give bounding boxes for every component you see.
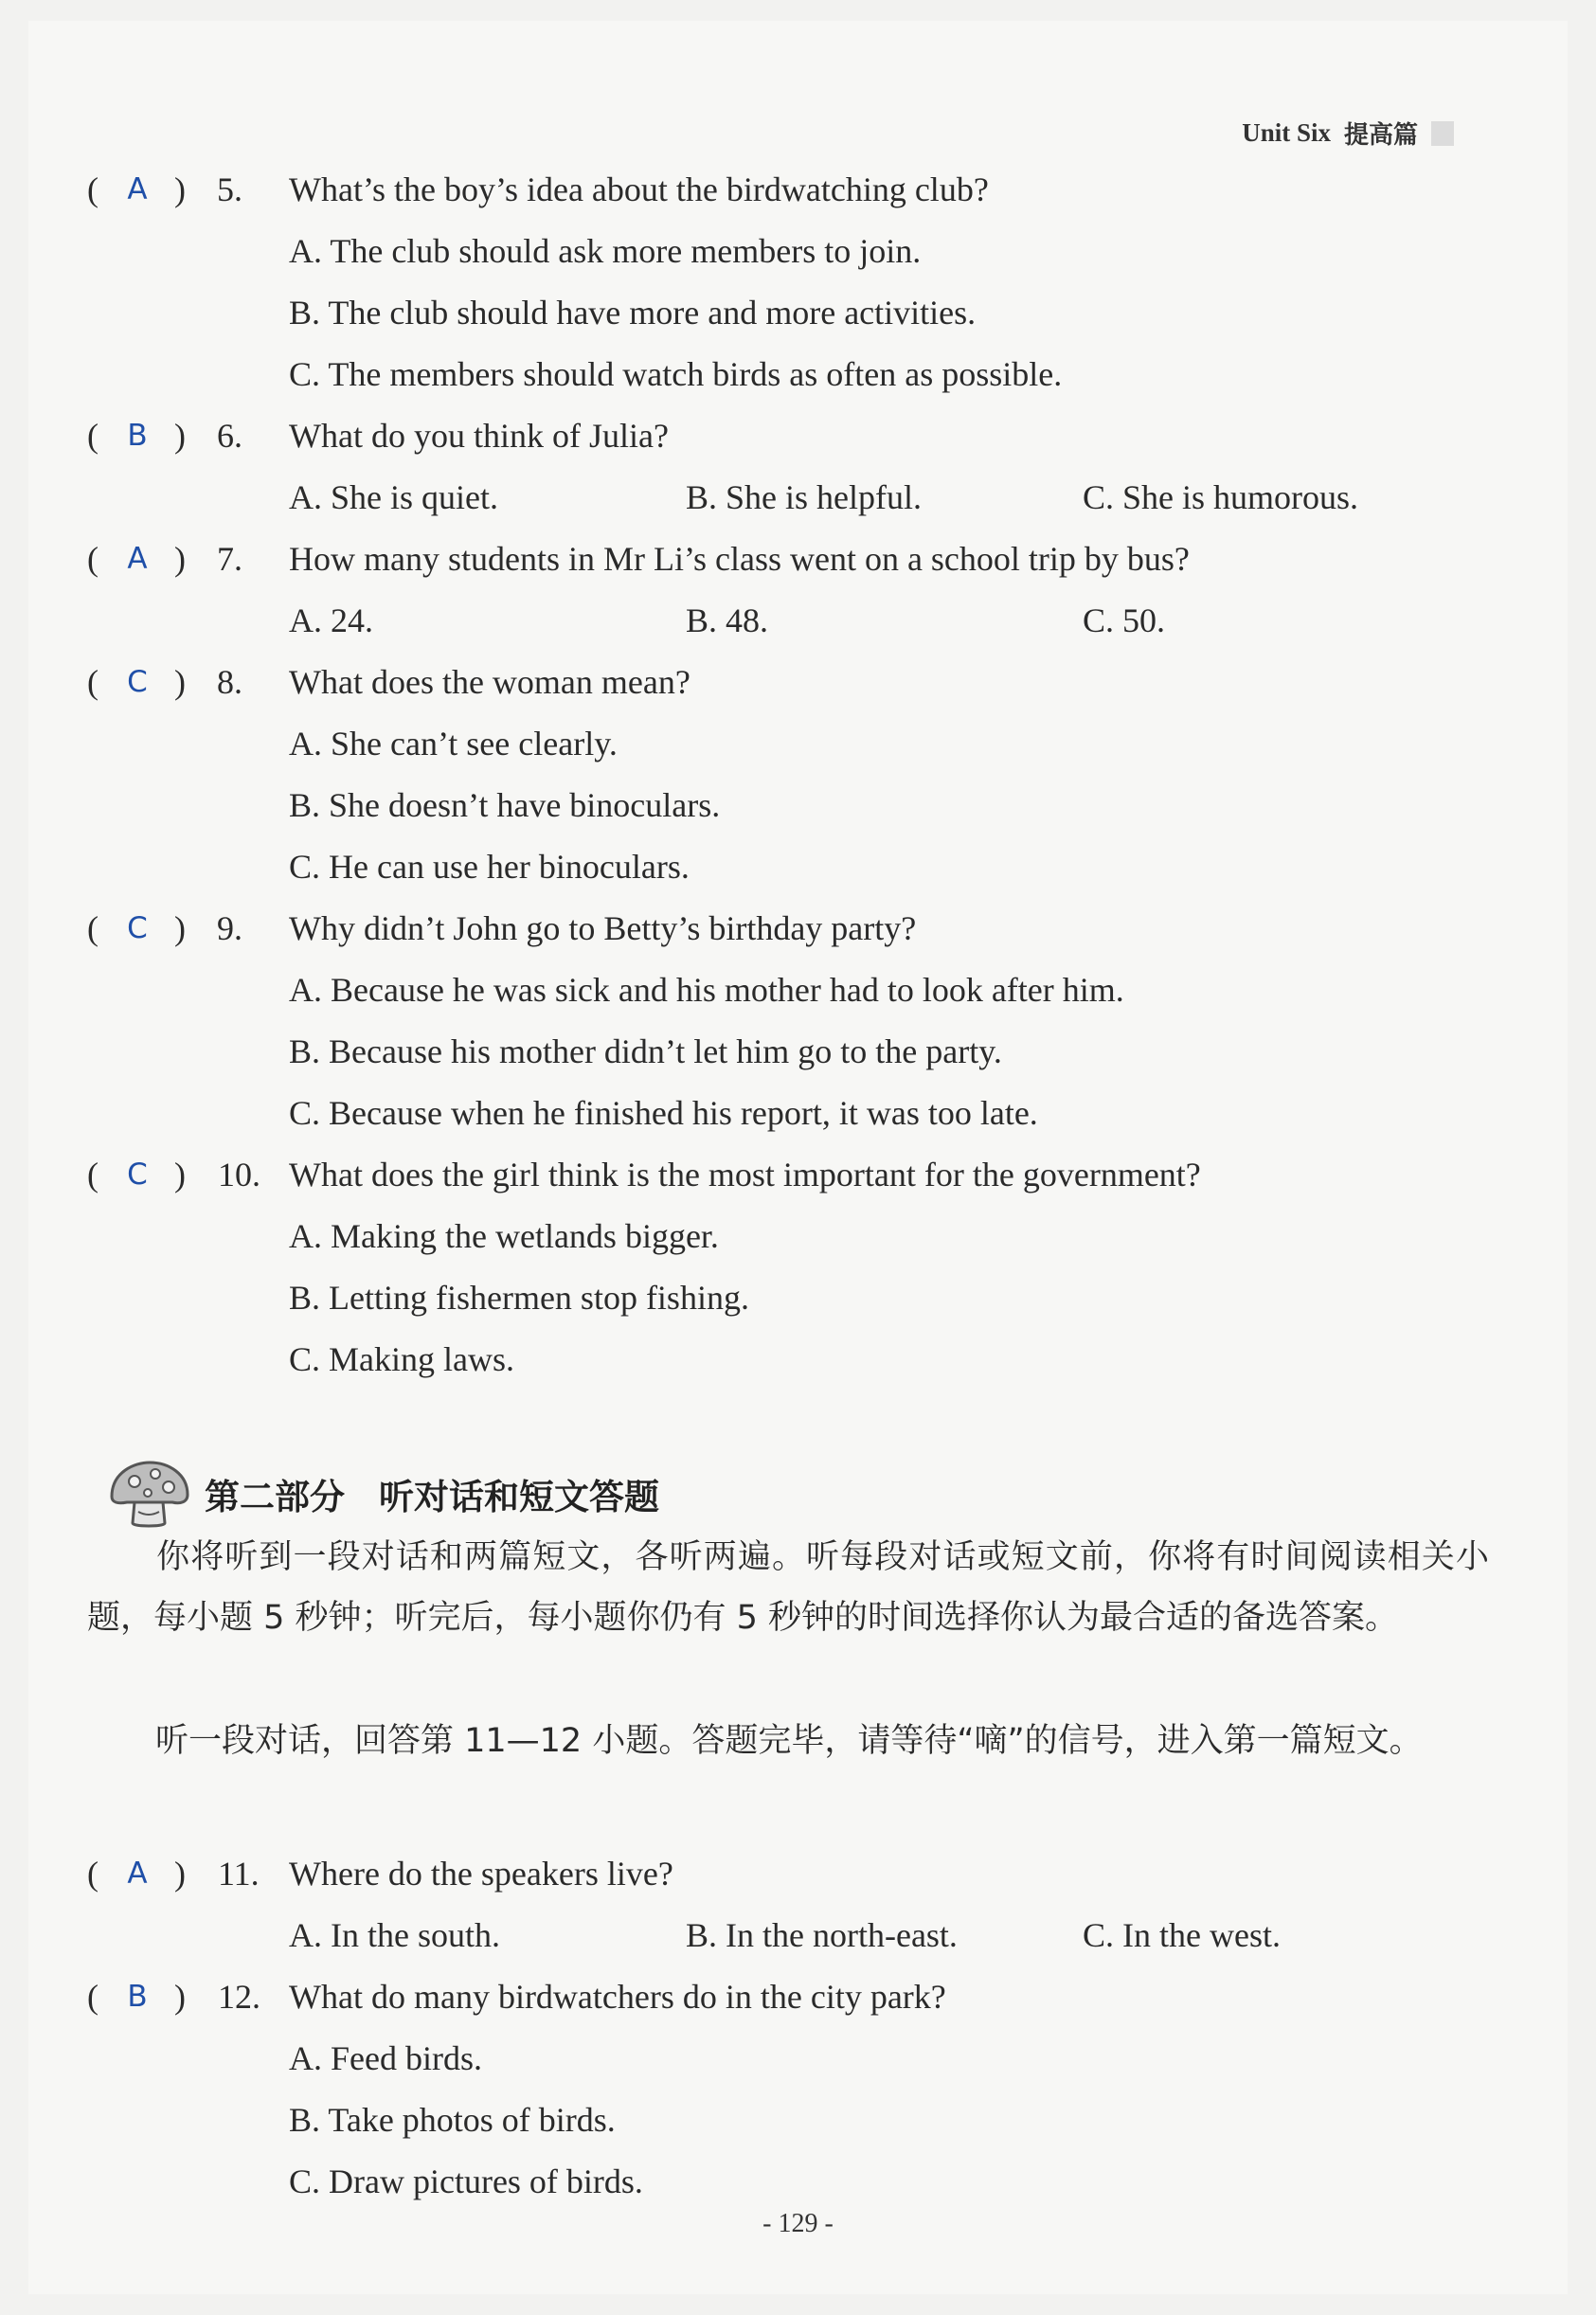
option-b: B. 48. xyxy=(686,601,769,639)
question-number: 11. xyxy=(218,1855,260,1893)
directions-paragraph: 听一段对话，回答第 11—12 小题。答题完毕，请等待“嘀”的信号，进入第一篇短文。 xyxy=(155,1722,1423,1760)
question-10: ( C ) 10. What does the girl think is the most important for the government? A. Making the wetlands bigger. B. Letting fishermen stop fishing. C. Making laws. xyxy=(87,1156,1201,1378)
question-stem: What do many birdwatchers do in the city park? xyxy=(289,1978,946,2016)
section-part: 第二部分 xyxy=(205,1477,345,1517)
option-a: A. She is quiet. xyxy=(289,478,498,516)
answer-5[interactable]: A xyxy=(127,172,148,206)
option-c: C. Draw pictures of birds. xyxy=(289,2162,643,2200)
option-b: B. Letting fishermen stop fishing. xyxy=(289,1279,749,1317)
question-number: 5. xyxy=(217,170,242,208)
option-a: A. 24. xyxy=(289,601,373,639)
question-stem: What do you think of Julia? xyxy=(289,417,669,455)
option-a: A. The club should ask more members to join. xyxy=(289,232,922,270)
workbook-page xyxy=(28,21,1568,2294)
option-a: A. In the south. xyxy=(289,1916,500,1954)
question-8: ( C ) 8. What does the woman mean? A. She can’t see clearly. B. She doesn’t have binoculars. C. He can use her binoculars. xyxy=(87,663,721,886)
page-number: - 129 - xyxy=(762,2209,834,2238)
answer-10[interactable]: C xyxy=(127,1158,148,1192)
answer-6[interactable]: B xyxy=(127,419,148,453)
question-stem: What does the woman mean? xyxy=(289,663,690,701)
option-b: B. In the north-east. xyxy=(686,1916,958,1954)
option-c: C. He can use her binoculars. xyxy=(289,848,690,886)
question-number: 7. xyxy=(217,540,242,578)
question-11: ( A ) 11. Where do the speakers live? A. In the south. B. In the north-east. C. In the west. xyxy=(87,1855,1281,1954)
section-title xyxy=(205,1468,659,1519)
option-b: B. The club should have more and more activities. xyxy=(289,294,977,332)
option-c: C. The members should watch birds as often as possible. xyxy=(289,355,1063,393)
header-level: 提高篇 xyxy=(1343,121,1418,150)
answer-11[interactable]: A xyxy=(127,1857,148,1891)
option-a: A. She can’t see clearly. xyxy=(289,725,618,763)
question-stem: How many students in Mr Li’s class went on a school trip by bus? xyxy=(289,540,1190,578)
option-b: B. She doesn’t have binoculars. xyxy=(289,786,721,824)
question-stem: Why didn’t John go to Betty’s birthday party? xyxy=(289,909,917,947)
option-c: C. She is humorous. xyxy=(1083,478,1359,516)
option-b: B. Take photos of birds. xyxy=(289,2101,616,2139)
question-5: ( A ) 5. What’s the boy’s idea about the birdwatching club? A. The club should ask more members to join. B. The club should have more and more activities. C. The members should watch birds as often as possible. xyxy=(87,170,1063,393)
mushroom-icon xyxy=(106,1459,191,1529)
answer-7[interactable]: A xyxy=(127,542,148,576)
option-a: A. Feed birds. xyxy=(289,2039,482,2077)
answer-8[interactable]: C xyxy=(127,665,148,699)
question-6: ( B ) 6. What do you think of Julia? A. She is quiet. B. She is helpful. C. She is humorous. xyxy=(87,417,1359,516)
header-unit: Unit Six xyxy=(1242,118,1331,147)
option-b: B. She is helpful. xyxy=(686,478,922,516)
option-c: C. In the west. xyxy=(1083,1916,1281,1954)
question-7: ( A ) 7. How many students in Mr Li’s class went on a school trip by bus? A. 24. B. 48. C. 50. xyxy=(87,540,1190,639)
question-9: ( C ) 9. Why didn’t John go to Betty’s birthday party? A. Because he was sick and his mother had to look after him. B. Because his mother didn’t let him go to the party. C. Because when he finished his report, it was too late. xyxy=(87,909,1124,1132)
option-a: A. Because he was sick and his mother had to look after him. xyxy=(289,971,1124,1009)
question-stem: What’s the boy’s idea about the birdwatching club? xyxy=(289,170,989,208)
option-c: C. Making laws. xyxy=(289,1340,514,1378)
option-c: C. 50. xyxy=(1083,601,1166,639)
header-tab-marker xyxy=(1431,121,1454,146)
question-number: 6. xyxy=(217,417,242,455)
answer-12[interactable]: B xyxy=(127,1980,148,2014)
question-stem: What does the girl think is the most important for the government? xyxy=(289,1156,1201,1193)
question-number: 8. xyxy=(217,663,242,701)
option-b: B. Because his mother didn’t let him go to the party. xyxy=(289,1032,1002,1070)
question-12: ( B ) 12. What do many birdwatchers do in the city park? A. Feed birds. B. Take photos of birds. C. Draw pictures of birds. xyxy=(87,1978,946,2200)
section-name: 听对话和短文答题 xyxy=(379,1477,659,1517)
option-a: A. Making the wetlands bigger. xyxy=(289,1217,719,1255)
section-heading xyxy=(106,1459,659,1529)
running-header xyxy=(1242,116,1454,151)
question-number: 10. xyxy=(218,1156,260,1193)
question-stem: Where do the speakers live? xyxy=(289,1855,673,1893)
answer-9[interactable]: C xyxy=(127,911,148,945)
question-number: 12. xyxy=(218,1978,260,2016)
option-c: C. Because when he finished his report, it was too late. xyxy=(289,1094,1038,1132)
question-number: 9. xyxy=(217,909,242,947)
instructions-paragraph: 你将听到一段对话和两篇短文，各听两遍。听每段对话或短文前，你将有时间阅读相关小题，每小题 5 秒钟；听完后，每小题你仍有 5 秒钟的时间选择你认为最合适的备选答案。 xyxy=(87,1538,1489,1637)
